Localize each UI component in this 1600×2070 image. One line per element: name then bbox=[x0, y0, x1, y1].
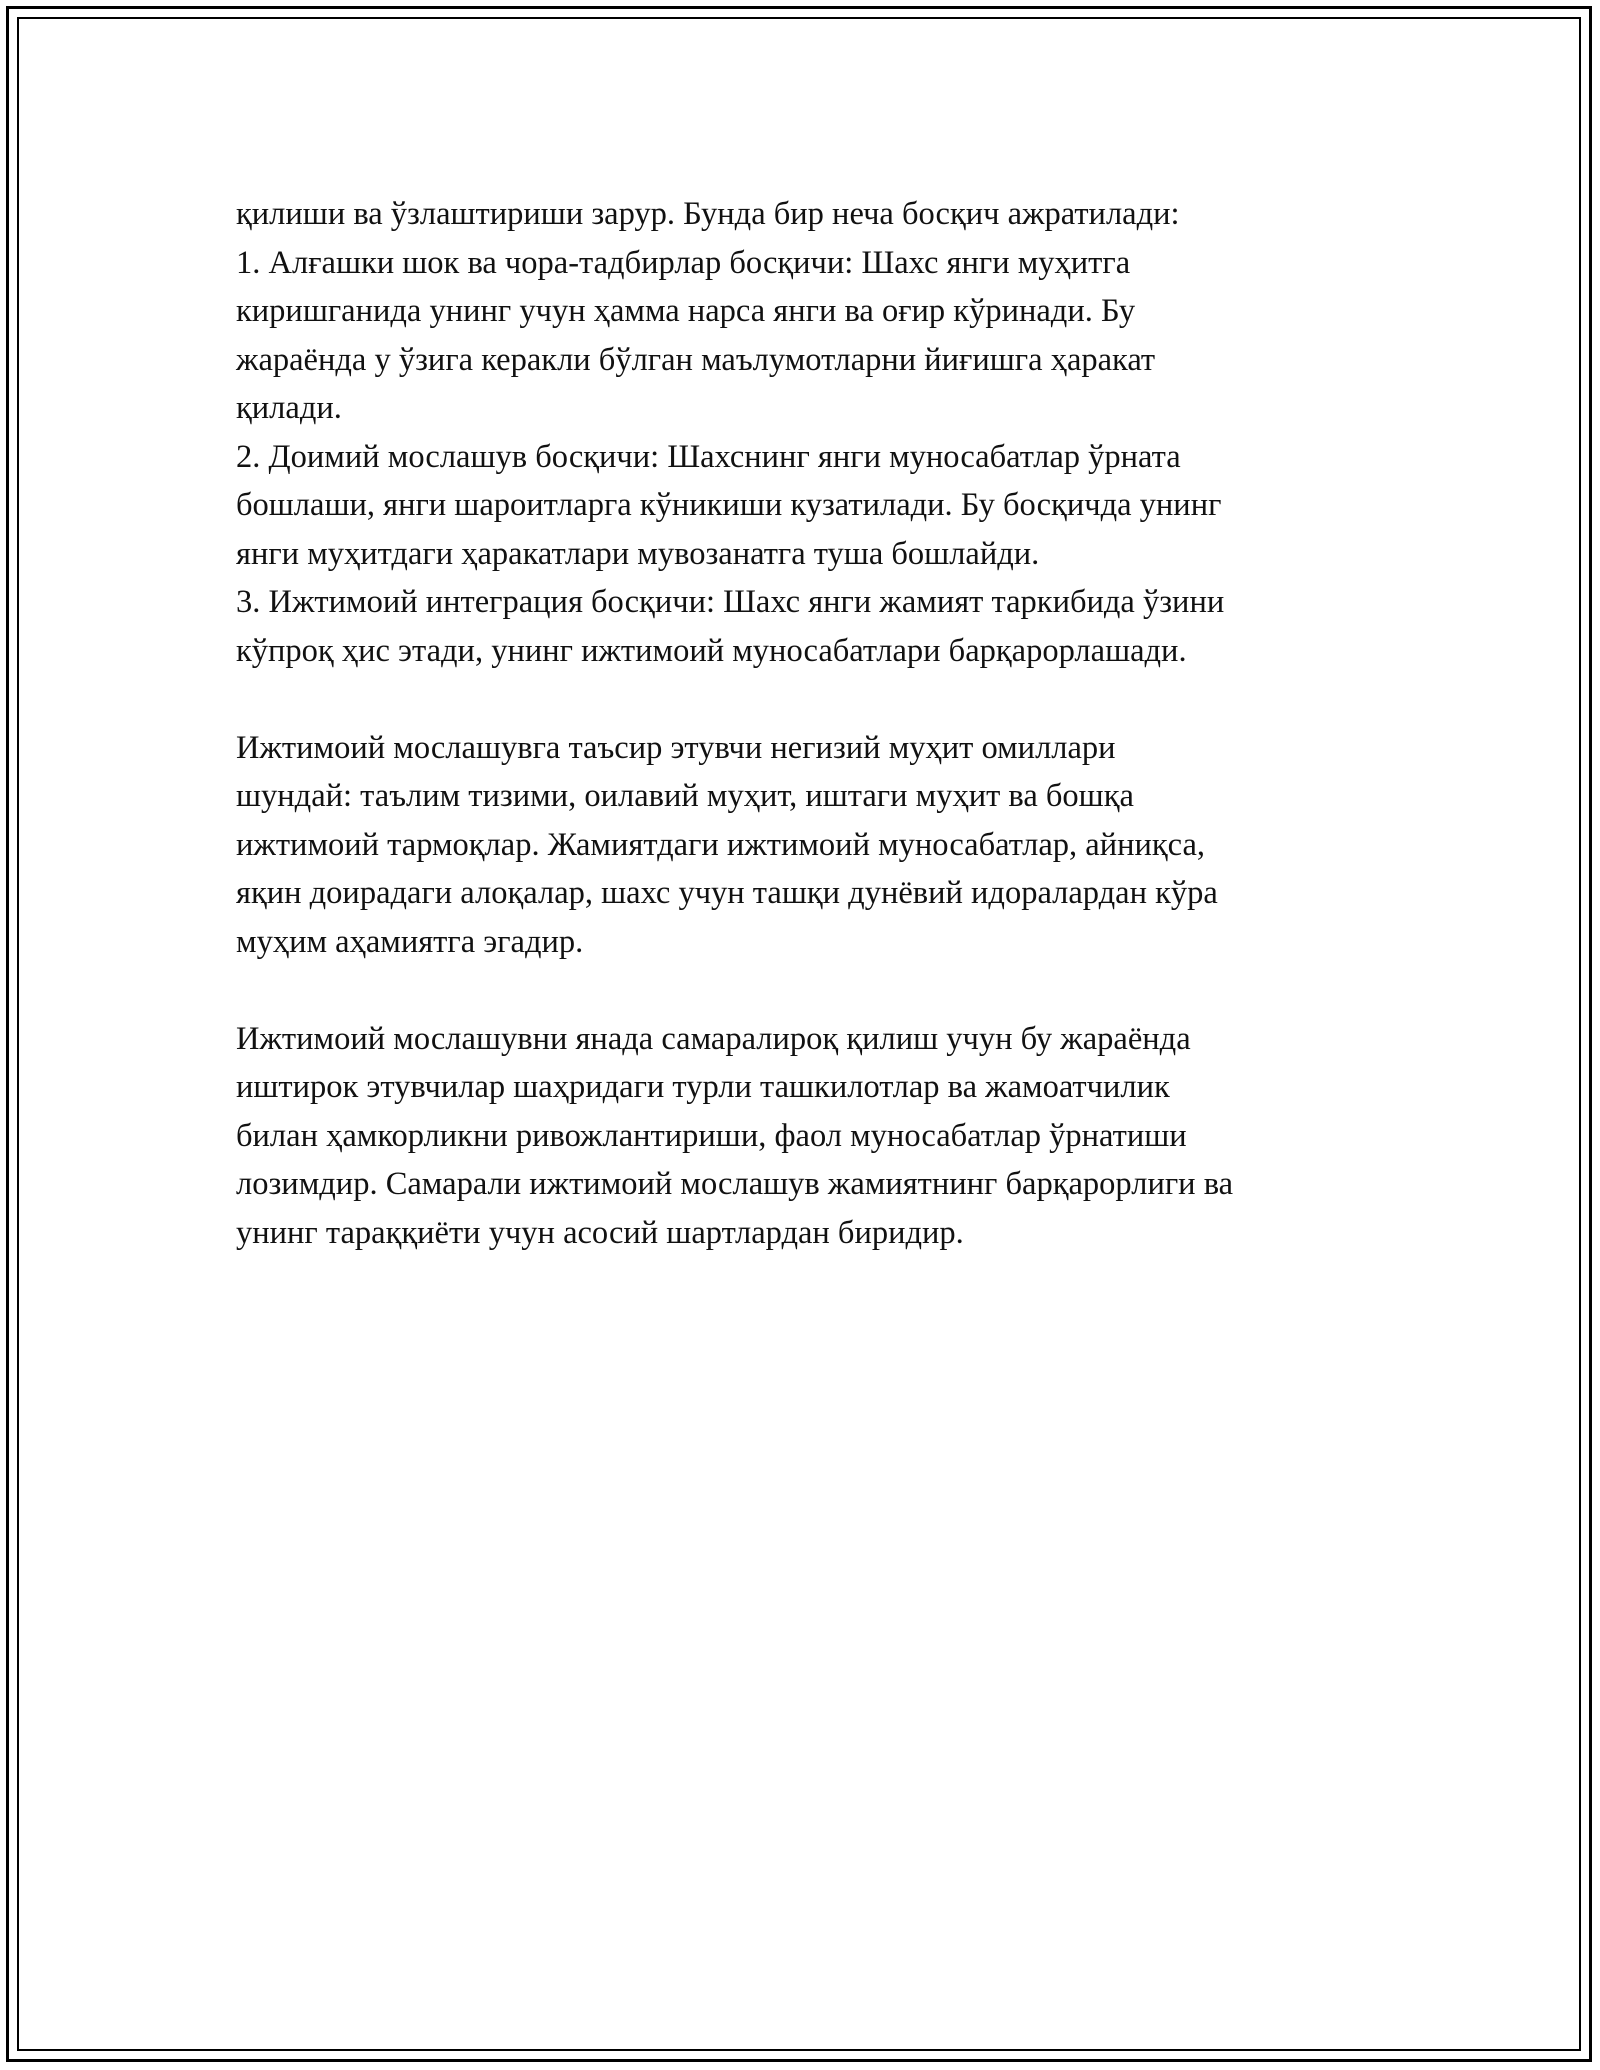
paragraph-conclusion bbox=[236, 1015, 1386, 1258]
paragraph-spacer bbox=[236, 966, 1386, 1015]
text-line: билан ҳамкорликни ривожлантириши, фаол муносабатлар ўрнатиши bbox=[236, 1117, 1187, 1154]
stage-3-line: 3. Ижтимоий интеграция босқичи: Шахс янги жамият таркибида ўзини bbox=[236, 584, 1225, 620]
text-line: қилиши ва ўзлаштириши зарур. Бунда бир неча босқич ажратилади: bbox=[236, 196, 1180, 232]
text-line: Ижтимоий мослашувга таъсир этувчи негизий муҳит омиллари bbox=[236, 729, 1116, 766]
text-line: қилади. bbox=[236, 390, 342, 426]
text-line: лозимдир. Самарали ижтимоий мослашув жамиятнинг барқарорлиги ва bbox=[236, 1166, 1234, 1202]
text-line: жараёнда у ўзига керакли бўлган маълумотларни йиғишга ҳаракат bbox=[236, 341, 1156, 378]
text-line: ижтимоий тармоқлар. Жамиятдаги ижтимоий муносабатлар, айниқса, bbox=[236, 826, 1206, 863]
text-line: янги муҳитдаги ҳаракатлари мувозанатга туша бошлайди. bbox=[236, 535, 1040, 572]
text-line: яқин доирадаги алоқалар, шахс учун ташқи дунёвий идоралардан кўра bbox=[236, 875, 1218, 911]
text-line: муҳим аҳамиятга эгадир. bbox=[236, 923, 584, 960]
text-line: Ижтимоий мослашувни янада самаралироқ қилиш учун бу жараёнда bbox=[236, 1020, 1191, 1057]
text-line: киришганида унинг учун ҳамма нарса янги ва оғир кўринади. Бу bbox=[236, 293, 1136, 329]
text-line: шундай: таълим тизими, оилавий муҳит, иштаги муҳит ва бошқа bbox=[236, 778, 1134, 814]
paragraph-environment-factors bbox=[236, 724, 1386, 967]
text-line: иштирок этувчилар шаҳридаги турли ташкилотлар ва жамоатчилик bbox=[236, 1069, 1170, 1105]
paragraph-spacer bbox=[236, 675, 1386, 724]
text-line: бошлаши, янги шароитларга кўникиши кузатилади. Бу босқичда унинг bbox=[236, 487, 1222, 523]
text-line: кўпроқ ҳис этади, унинг ижтимоий муносабатлари барқарорлашади. bbox=[236, 632, 1187, 669]
paragraph-stages bbox=[236, 190, 1386, 675]
stage-2-line: 2. Доимий мослашув босқичи: Шахснинг янги муносабатлар ўрната bbox=[236, 438, 1181, 475]
document-body bbox=[236, 190, 1386, 1257]
stage-1-line: 1. Алғашки шок ва чора-тадбирлар босқичи: Шахс янги муҳитга bbox=[236, 244, 1131, 281]
text-line: унинг тараққиёти учун асосий шартлардан биридир. bbox=[236, 1214, 964, 1251]
